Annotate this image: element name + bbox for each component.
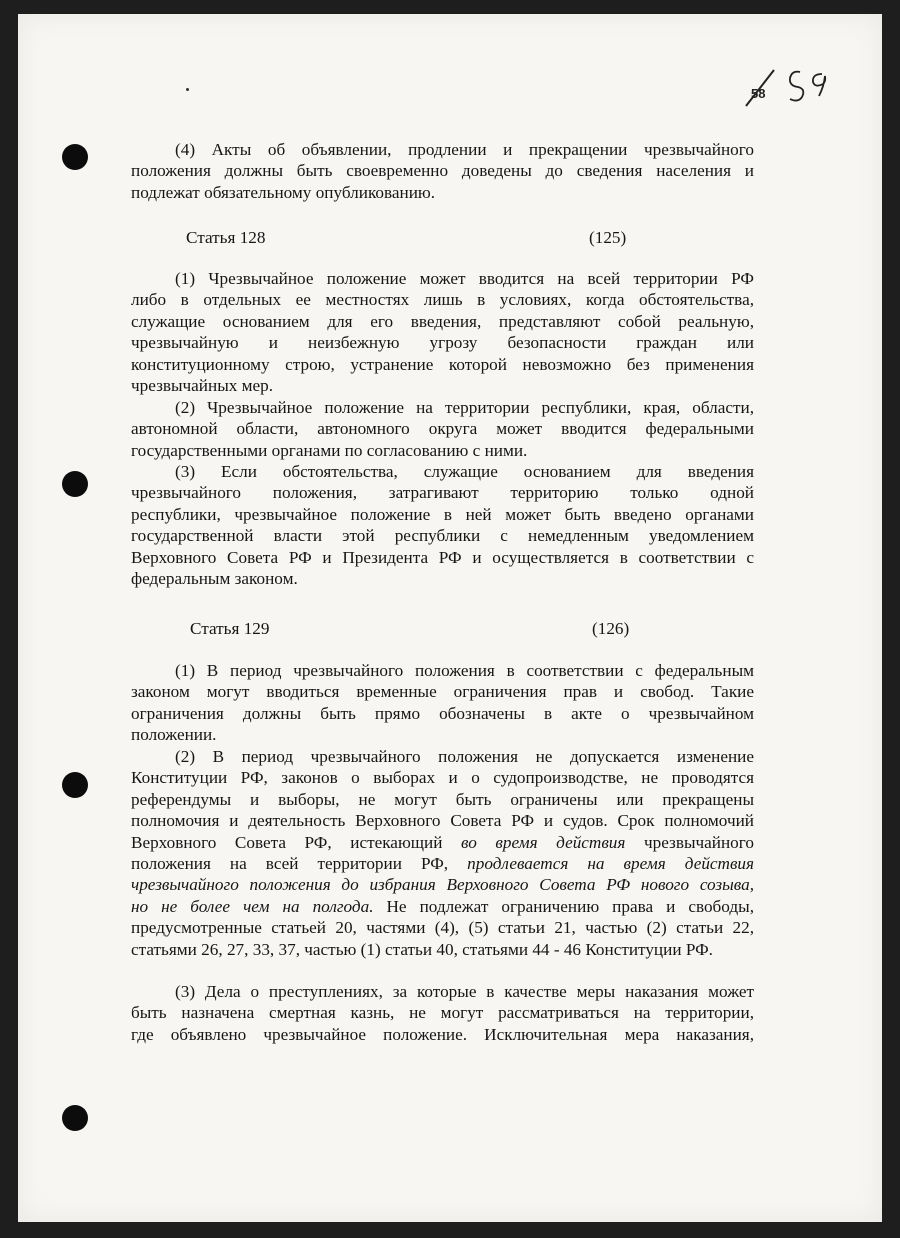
article-129-number: (126) (592, 619, 630, 638)
line: (1) Чрезвычайное положение может вводится на всей территории РФ (175, 269, 754, 288)
line: быть назначена смертная казнь, не могут рассматриваться на территории, (131, 1003, 754, 1023)
text-run: Верховного Совета РФ, истекающий (131, 832, 461, 852)
line: служащие основанием для его введения, представляют собой реальную, (131, 311, 754, 331)
line: (4) Акты об объявлении, продлении и прекращении чрезвычайного (175, 140, 754, 159)
paragraph-article128-3 (131, 461, 754, 589)
line: автономной области, автономного округа может вводится федеральными (131, 419, 754, 439)
line: либо в отдельных ее местностях лишь в условиях, когда обстоятельства, (131, 290, 754, 310)
line: предусмотренные статьей 20, частями (4), (5) статьи 21, частью (2) статьи 22, (131, 918, 754, 938)
line: чрезвычайную и неизбежную угрозу безопасности граждан или (131, 333, 754, 353)
text-run: чрезвычайного (625, 832, 754, 852)
line: конституционному строю, устранение которой невозможно без применения (131, 354, 754, 374)
italic-text-run: продлевается на время действия (467, 854, 754, 874)
punch-hole (62, 1105, 88, 1131)
article-129-title: Статья 129 (190, 619, 270, 638)
paragraph-article128-2 (131, 397, 754, 461)
line: референдумы и выборы, не могут быть ограничены или прекращены (131, 789, 754, 809)
line: чрезвычайного положения, затрагивают территорию только одной (131, 483, 754, 503)
line: положении. (131, 725, 217, 745)
speck (186, 88, 189, 91)
line: республики, чрезвычайное положение в ней может быть введено органами (131, 504, 754, 524)
paragraph-article128-1 (131, 268, 754, 396)
line (131, 853, 754, 874)
document-page (18, 14, 882, 1222)
page-number: 58 (751, 86, 766, 101)
line: чрезвычайных мер. (131, 376, 274, 396)
italic-text-run: но не более чем на полгода. (131, 896, 374, 916)
line: (1) В период чрезвычайного положения в соответствии с федеральным (175, 661, 754, 680)
line (131, 874, 754, 895)
italic-text-run: чрезвычайного положения до избрания Верховного Совета РФ нового созыва, (131, 875, 754, 895)
punch-hole (62, 144, 88, 170)
article-128-title: Статья 128 (186, 228, 266, 247)
paragraph-article129-1 (131, 660, 754, 746)
line: Конституции РФ, законов о выборах и о судопроизводстве, не проводятся (131, 768, 754, 788)
paragraph-article129-3 (131, 981, 754, 1045)
line (131, 832, 754, 853)
line: (3) Если обстоятельства, служащие основанием для введения (175, 462, 754, 481)
line: (2) Чрезвычайное положение на территории республики, края, области, (175, 398, 754, 417)
line: статьями 26, 27, 33, 37, частью (1) статьи 40, статьями 44 - 46 Конституции РФ. (131, 939, 713, 959)
line: федеральным законом. (131, 569, 298, 589)
line: Верховного Совета РФ и Президента РФ и осуществляется в соответствии с (131, 547, 754, 567)
text-run: положения на всей территории РФ, (131, 854, 468, 874)
line: государственными органами по согласованию с ними. (131, 440, 528, 460)
punch-hole (62, 471, 88, 497)
line: положения должны быть своевременно доведены до сведения населения и (131, 161, 754, 181)
line: подлежат обязательному опубликованию. (131, 182, 436, 202)
paragraph-article127-4 (131, 139, 754, 203)
line: государственной власти этой республики с немедленным уведомлением (131, 526, 754, 546)
line (131, 896, 754, 917)
line: ограничения должны быть прямо обозначены в акте о чрезвычайном (131, 703, 754, 723)
text-run: Не подлежат ограничению права и свободы, (373, 896, 754, 916)
punch-hole (62, 772, 88, 798)
italic-text-run: во время действия (460, 832, 626, 852)
line: законом могут вводиться временные ограничения прав и свобод. Такие (131, 682, 754, 702)
article-128-number: (125) (589, 228, 627, 247)
paragraph-article129-2 (131, 746, 754, 960)
line: (2) В период чрезвычайного положения не допускается изменение (175, 747, 754, 766)
line: полномочия и деятельность Верховного Совета РФ и судов. Срок полномочий (131, 811, 754, 831)
line: (3) Дела о преступлениях, за которые в качестве меры наказания может (175, 982, 754, 1001)
line: где объявлено чрезвычайное положение. Исключительная мера наказания, (131, 1024, 754, 1044)
